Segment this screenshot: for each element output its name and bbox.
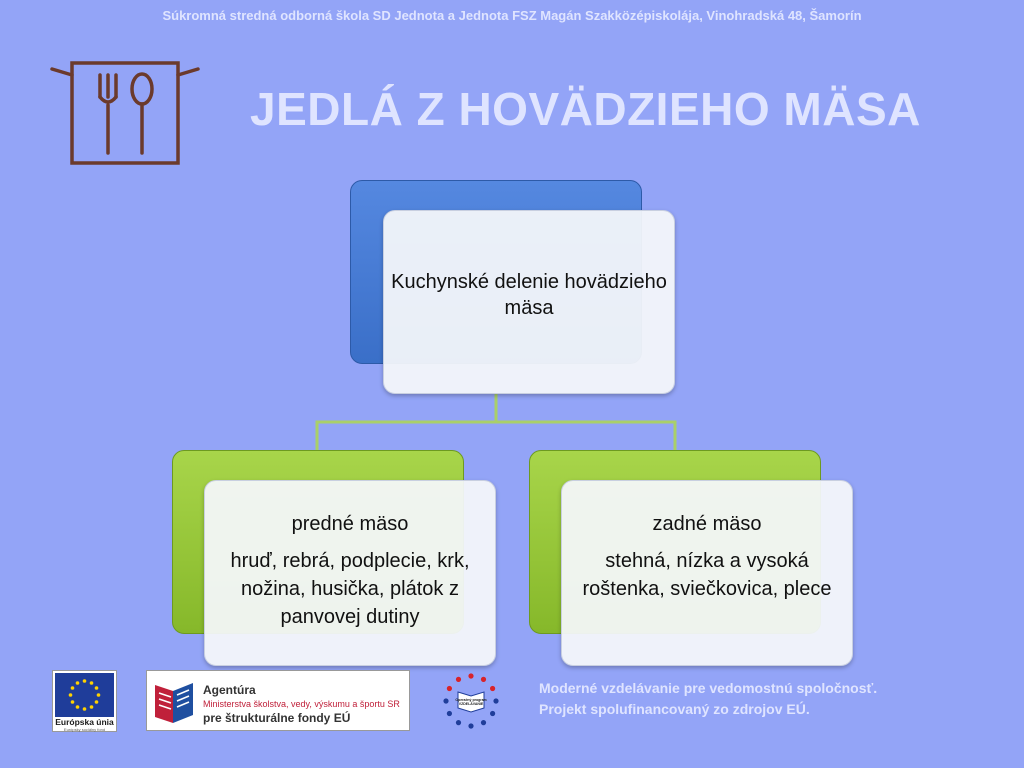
child-node-title: predné mäso	[291, 513, 409, 535]
school-header: Súkromná stredná odborná škola SD Jednota a Jednota FSZ Magán Szakközépiskolája, Vinohradská 48, Šamorín	[162, 8, 862, 23]
child-node-front-meat	[204, 480, 496, 666]
agency-ministry: Ministerstva školstva, vedy, výskumu a športu SR	[203, 699, 400, 709]
child-node-title: zadné mäso	[652, 513, 762, 535]
footer	[539, 678, 999, 720]
eu-label: Európska únia	[55, 717, 114, 727]
child-node-rear-meat	[561, 480, 853, 666]
book-icon	[151, 675, 197, 727]
child-node-body: hruď, rebrá, podplecie, krk, nožina, husička, plátok z panvovej dutiny	[230, 550, 470, 628]
op-logo	[440, 670, 502, 732]
op-label: Operačný program VZDELÁVANIE	[455, 698, 487, 706]
footer-line-2: Projekt spolufinancovaný zo zdrojov EÚ.	[539, 701, 810, 717]
eu-logo	[52, 670, 117, 732]
root-node	[383, 210, 675, 394]
agency-funds: pre štrukturálne fondy EÚ	[203, 711, 351, 725]
eu-flag-icon	[55, 673, 114, 717]
footer-line-1: Moderné vzdelávanie pre vedomostnú spoločnosť.	[539, 680, 878, 696]
slide-title: JEDLÁ Z HOVÄDZIEHO MÄSA	[250, 83, 921, 135]
root-node-title: Kuchynské delenie hovädzieho mäsa	[391, 271, 667, 319]
agency-title: Agentúra	[203, 683, 256, 697]
child-node-body: stehná, nízka a vysoká roštenka, sviečkovica, plece	[582, 550, 832, 600]
cutlery-icon	[50, 55, 200, 167]
eu-sub-label: Európsky sociálny fond	[63, 727, 106, 732]
agency-logo	[146, 670, 410, 731]
